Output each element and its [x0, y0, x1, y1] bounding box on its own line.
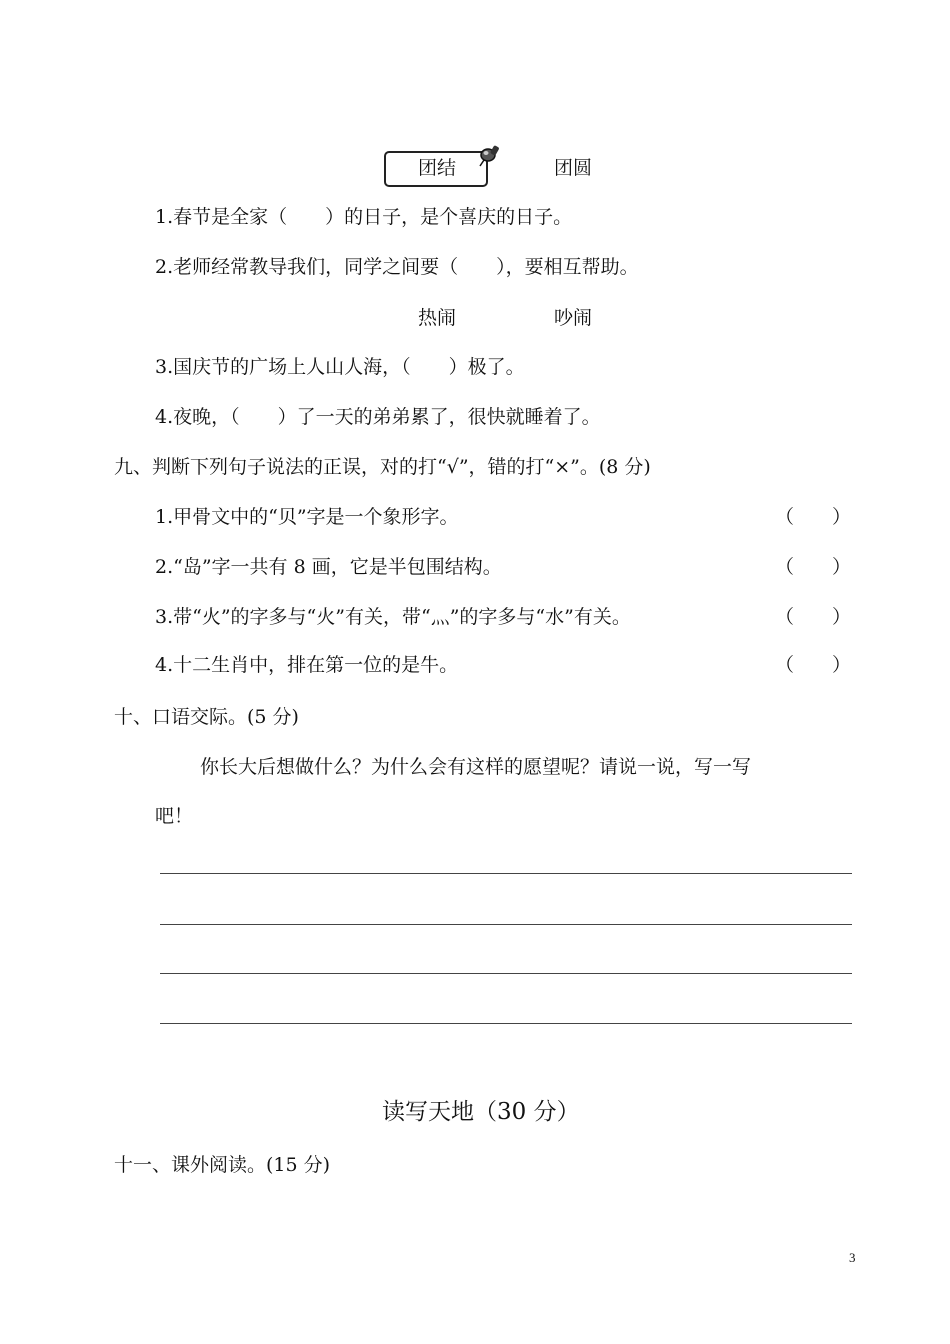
judge-answer-1: （ ）: [775, 506, 852, 528]
word-option-a: 团结: [418, 157, 457, 179]
judge-item-1: 1.甲骨文中的“贝”字是一个象形字。: [155, 506, 459, 528]
section-10-heading: 十、口语交际。(5 分): [114, 706, 299, 728]
judge-item-4: 4.十二生肖中，排在第一位的是牛。: [155, 654, 459, 676]
section-9-heading: 九、判断下列句子说法的正误，对的打“√”，错的打“×”。(8 分): [114, 456, 651, 478]
question-8-3: 3.国庆节的广场上人山人海，（ ）极了。: [155, 356, 525, 378]
page-number: 3: [849, 1250, 856, 1265]
writing-line-4[interactable]: [160, 1023, 852, 1024]
oral-prompt-line1: 你长大后想做什么？为什么会有这样的愿望呢？请说一说，写一写: [200, 756, 752, 778]
question-8-2: 2.老师经常教导我们，同学之间要（ ），要相互帮助。: [155, 256, 639, 278]
writing-line-3[interactable]: [160, 973, 852, 974]
part-title: 读写天地（30 分）: [382, 1099, 580, 1125]
question-8-1: 1.春节是全家（ ）的日子，是个喜庆的日子。: [155, 206, 573, 228]
judge-answer-4: （ ）: [775, 654, 852, 676]
question-8-4: 4.夜晚，（ ）了一天的弟弟累了，很快就睡着了。: [155, 406, 601, 428]
judge-item-3: 3.带“火”的字多与“火”有关，带“灬”的字多与“水”有关。: [155, 606, 631, 628]
section-11-heading: 十一、课外阅读。(15 分): [114, 1154, 331, 1176]
judge-answer-3: （ ）: [775, 606, 852, 628]
word-option-d: 吵闹: [554, 307, 593, 329]
pushpin-icon: [476, 142, 504, 168]
writing-line-2[interactable]: [160, 924, 852, 925]
judge-item-2: 2.“岛”字一共有 8 画，它是半包围结构。: [155, 556, 502, 578]
writing-line-1[interactable]: [160, 873, 852, 874]
oral-prompt-line2: 吧！: [155, 805, 194, 827]
word-option-b: 团圆: [554, 157, 593, 179]
word-option-c: 热闹: [418, 307, 457, 329]
judge-answer-2: （ ）: [775, 556, 852, 578]
